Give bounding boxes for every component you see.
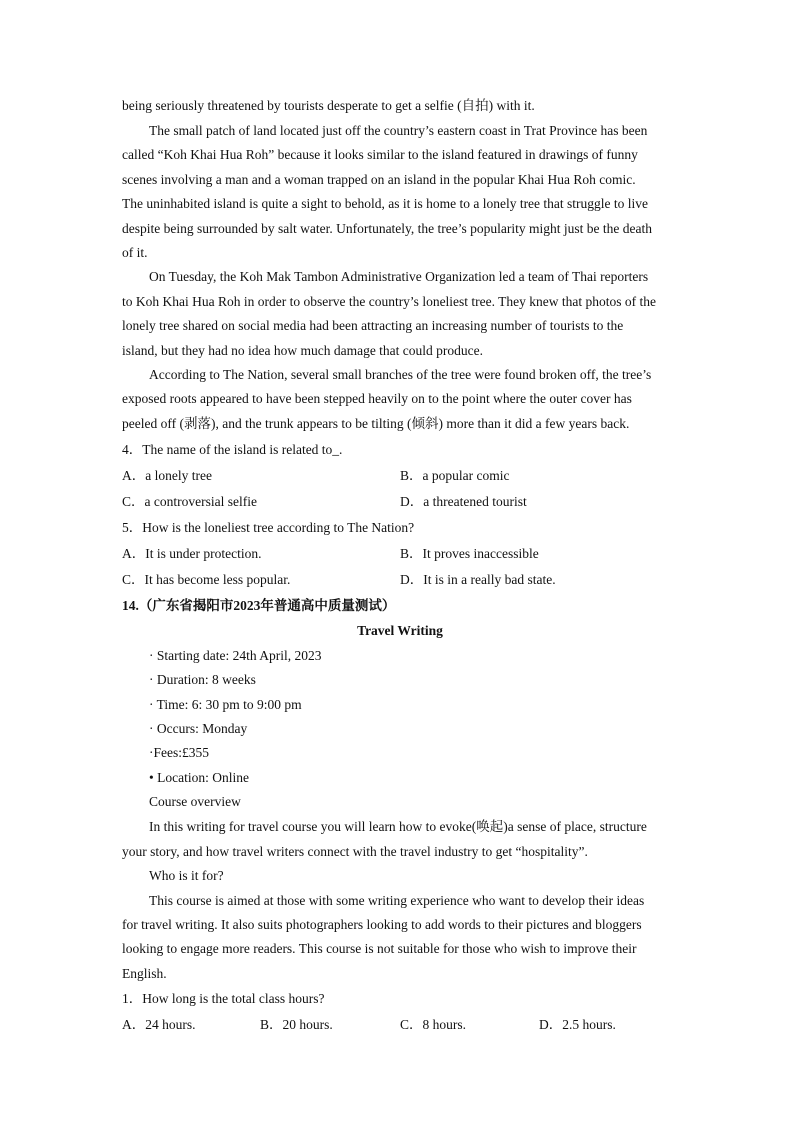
question-4-option-c[interactable]: C．a controversial selfie — [122, 494, 257, 509]
passage-line: exposed roots appeared to have been stepped heavily on to the point where the outer cover has — [122, 391, 632, 406]
passage-title: Travel Writing — [357, 623, 443, 638]
overview-line: In this writing for travel course you will learn how to evoke(唤起)a sense of place, structure — [149, 819, 647, 834]
passage-line: despite being surrounded by salt water. Unfortunately, the tree’s popularity might just be the death — [122, 221, 652, 236]
passage-line: being seriously threatened by tourists desperate to get a selfie (自拍) with it. — [122, 98, 535, 113]
question-4-stem: 4．The name of the island is related to_. — [122, 442, 343, 457]
who-heading: Who is it for? — [149, 868, 224, 883]
overview-heading: Course overview — [149, 794, 241, 809]
question-5-stem: 5．How is the loneliest tree according to The Nation? — [122, 520, 415, 535]
question-5-option-a[interactable]: A．It is under protection. — [122, 546, 262, 561]
question-1-option-b[interactable]: B．20 hours. — [260, 1017, 333, 1032]
passage-line: to Koh Khai Hua Roh in order to observe the country’s loneliest tree. They knew that photos of the — [122, 294, 657, 309]
who-line: looking to engage more readers. This course is not suitable for those who wish to improve their — [122, 941, 637, 956]
course-detail: · Duration: 8 weeks — [149, 672, 256, 687]
course-detail: · Occurs: Monday — [149, 721, 248, 736]
passage-line: The uninhabited island is quite a sight to behold, as it is home to a lonely tree that struggle to live — [122, 196, 649, 211]
question-4-option-d[interactable]: D．a threatened tourist — [400, 494, 527, 509]
question-1-option-c[interactable]: C．8 hours. — [400, 1017, 467, 1032]
who-line: This course is aimed at those with some writing experience who want to develop their ideas — [149, 893, 645, 908]
passage-line: The small patch of land located just off the country’s eastern coast in Trat Province has been — [149, 123, 648, 138]
question-5-option-b[interactable]: B．It proves inaccessible — [400, 546, 539, 561]
question-1-stem: 1．How long is the total class hours? — [122, 991, 325, 1006]
overview-line: your story, and how travel writers connect with the travel industry to get “hospitality”. — [122, 844, 588, 859]
course-detail: • Location: Online — [149, 770, 249, 785]
passage-line: island, but they had no idea how much damage that could produce. — [122, 343, 484, 358]
question-4-option-b[interactable]: B．a popular comic — [400, 468, 510, 483]
passage-line: of it. — [122, 245, 148, 260]
section-heading: 14.（广东省揭阳市2023年普通高中质量测试） — [122, 598, 396, 613]
who-line: English. — [122, 966, 167, 981]
course-detail: ·Fees:£355 — [149, 745, 209, 760]
passage-line: On Tuesday, the Koh Mak Tambon Administrative Organization led a team of Thai reporters — [149, 269, 649, 284]
course-detail: · Starting date: 24th April, 2023 — [149, 648, 322, 663]
question-1-option-a[interactable]: A．24 hours. — [122, 1017, 196, 1032]
passage-line: scenes involving a man and a woman trapped on an island in the popular Khai Hua Roh comic. — [122, 172, 636, 187]
passage-line: peeled off (剥落), and the trunk appears to be tilting (倾斜) more than it did a few years back. — [122, 416, 630, 431]
passage-line: called “Koh Khai Hua Roh” because it looks similar to the island featured in drawings of funny — [122, 147, 638, 162]
who-line: for travel writing. It also suits photographers looking to add words to their pictures and bloggers — [122, 917, 642, 932]
passage-line: lonely tree shared on social media had been attracting an increasing number of tourists to the — [122, 318, 624, 333]
question-5-option-c[interactable]: C．It has become less popular. — [122, 572, 291, 587]
question-5-option-d[interactable]: D．It is in a really bad state. — [400, 572, 556, 587]
question-1-option-d[interactable]: D．2.5 hours. — [539, 1017, 616, 1032]
question-4-option-a[interactable]: A．a lonely tree — [122, 468, 212, 483]
passage-line: According to The Nation, several small branches of the tree were found broken off, the tree’s — [149, 367, 652, 382]
course-detail: · Time: 6: 30 pm to 9:00 pm — [149, 697, 302, 712]
